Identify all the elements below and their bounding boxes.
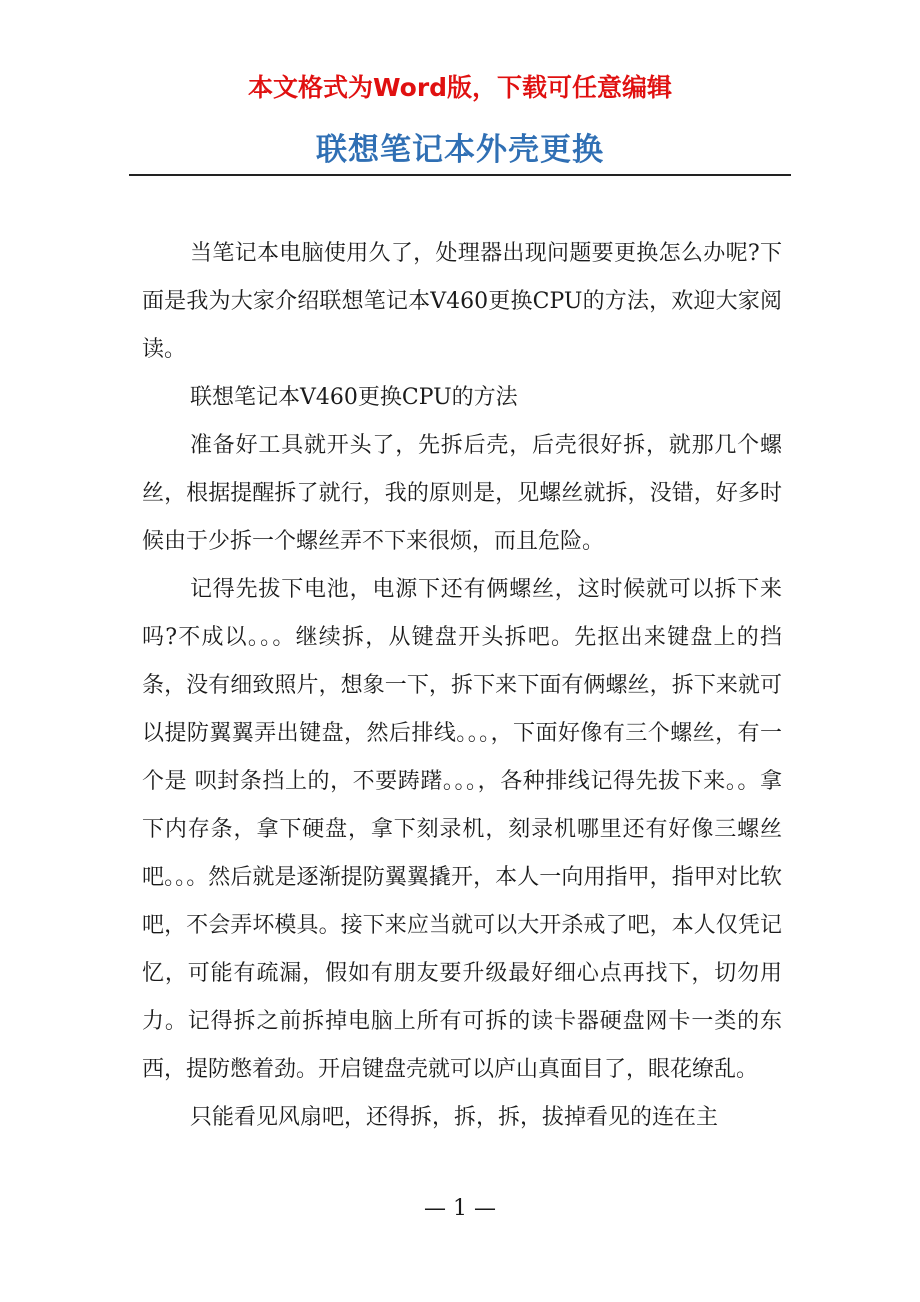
paragraph-tools: 准备好工具就开头了，先拆后壳，后壳很好拆，就那几个螺丝，根据提醒拆了就行，我的原则是，见螺丝就拆，没错，好多时候由于少拆一个螺丝弄不下来很烦，而且危险。 <box>142 433 782 554</box>
paragraph-intro: 当笔记本电脑使用久了，处理器出现问题要更换怎么办呢?下面是我为大家介绍联想笔记本V460更换CPU的方法，欢迎大家阅读。 <box>142 241 782 362</box>
format-notice-banner: 本文格式为Word版，下载可任意编辑 <box>247 73 673 102</box>
paragraph-fan: 只能看见风扇吧，还得拆，拆，拆，拔掉看见的连在主 <box>190 1105 719 1130</box>
document-body <box>142 230 782 1142</box>
paragraph-subheading: 联想笔记本V460更换CPU的方法 <box>190 385 518 410</box>
title-divider <box>129 174 791 176</box>
paragraph-steps: 记得先拔下电池，电源下还有俩螺丝，这时候就可以拆下来吗?不成以。。。继续拆，从键盘开头拆吧。先抠出来键盘上的挡条，没有细致照片，想象一下，拆下来下面有俩螺丝，拆下来就可以提防翼翼弄出键盘，然后排线。。。，下面好像有三个螺丝，有一个是 呗封条挡上的，不要踌躇。。。，各种排线记得先拔下来。。拿下内存条，拿下硬盘，拿下刻录机，刻录机哪里还有好像三螺丝吧。。。然后就是逐渐提防翼翼撬开，本人一向用指甲，指甲对比软吧，不会弄坏模具。接下来应当就可以大开杀戒了吧，本人仅凭记忆，可能有疏漏，假如有朋友要升级最好细心点再找下，切勿用力。记得拆之前拆掉电脑上所有可拆的读卡器硬盘网卡一类的东西，提防憋着劲。开启键盘壳就可以庐山真面目了，眼花缭乱。 <box>142 577 782 1082</box>
document-title: 联想笔记本外壳更换 <box>316 132 604 168</box>
page-number: — 1 — <box>424 1196 496 1221</box>
